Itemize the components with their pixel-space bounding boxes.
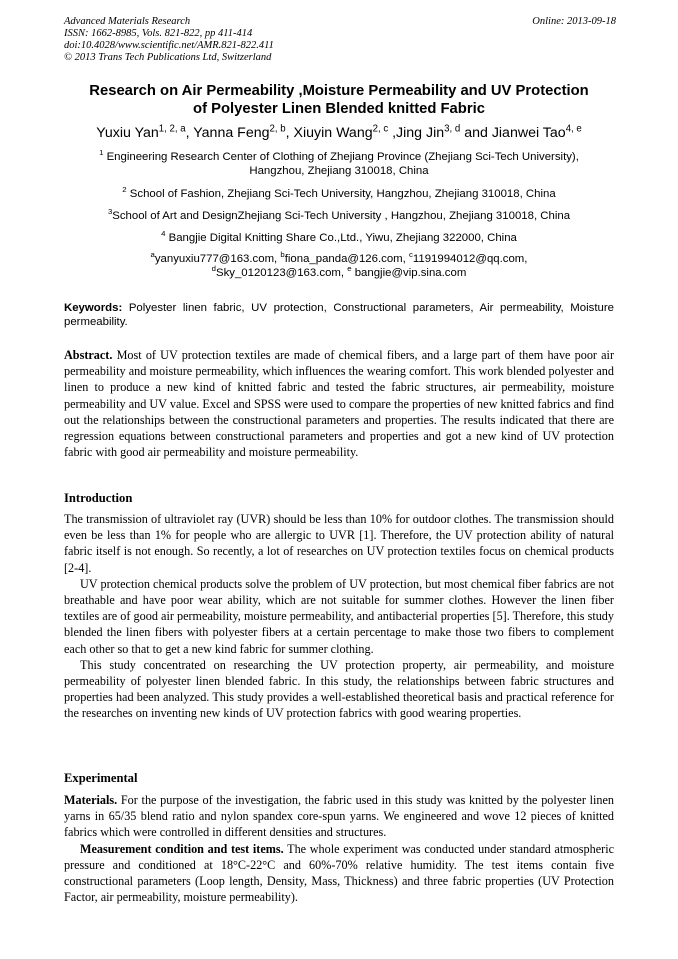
doi-line: doi:10.4028/www.scientific.net/AMR.821-822.411	[64, 40, 274, 51]
introduction-body	[64, 511, 614, 722]
experimental-body	[64, 792, 614, 905]
materials-text: For the purpose of the investigation, the fabric used in this study was knitted by the polyester linen yarns in 65/35 blend ratio and nylon spandex core-spun yarns. We engineered and wove 12 pieces of knitted fabrics which were controlled in different densities and structures.	[64, 793, 614, 840]
author-affiliation-marker: 4, e	[565, 123, 582, 135]
author-name: Jing Jin	[396, 125, 445, 141]
affiliation-1	[40, 150, 638, 178]
online-date: Online: 2013-09-18	[532, 16, 616, 27]
title-line-1: Research on Air Permeability ,Moisture Permeability and UV Protection	[89, 83, 589, 99]
affiliation-marker: 4	[161, 229, 166, 239]
author-name: Xiuyin Wang	[293, 125, 373, 141]
email-marker: d	[211, 264, 216, 274]
email-list	[40, 252, 638, 280]
affiliation-marker: 2	[122, 185, 127, 195]
measurement-label: Measurement condition and test items.	[80, 841, 284, 856]
paper-title	[60, 82, 618, 118]
affiliation-text: School of Art and DesignZhejiang Sci-Tech University , Hangzhou, Zhejiang 310018, China	[112, 210, 571, 222]
affiliation-text: Engineering Research Center of Clothing of Zhejiang Province (Zhejiang Sci-Tech University),	[106, 151, 579, 163]
author-list	[40, 125, 638, 141]
author-separator: and	[460, 125, 492, 141]
section-heading-experimental: Experimental	[64, 771, 138, 785]
affiliation-4	[40, 231, 638, 245]
author-affiliation-marker: 2, c	[372, 123, 389, 135]
author-separator: ,	[388, 125, 397, 141]
abstract-text: Most of UV protection textiles are made of chemical fibers, and a large part of them have poor air permeability and moisture permeability, which influences the wearing comfort. This work blended polyester and linen to produce a new kind of knitted fabric and tested the fabric structures, air permeability, moisture permeability and UV value. Excel and SPSS were used to compare the properties of new knitted fabrics and find out the relationships between the constructional parameters and properties. The results indicated that there are regression equations between constructional parameters and properties and got a new kind of UV protection fabric with good air permeability and moisture permeability.	[64, 348, 614, 460]
email-marker: e	[347, 264, 352, 274]
paragraph: The transmission of ultraviolet ray (UVR) should be less than 10% for outdoor clothes. The transmission should even be less than 1% for people who are allergic to UVR [1]. Therefore, the UV protection ability of natural fabric itself is not enough. So recently, a lot of researches on UV protection textiles focus on chemical products [2-4].	[64, 512, 614, 575]
journal-name: Advanced Materials Research	[64, 16, 191, 27]
paragraph: UV protection chemical products solve the problem of UV protection, but most chemical fiber fabrics are not breathable and have poor wear ability, which are not suitable for summer clothes. However the linen fiber textiles are of good air permeability, moisture permeability, and antibacterial properties [5]. Therefore, this study blended the linen fibers with polyester fibers at a certain percentage to make those two fibers to complement each other so that to get a new kind fabric for summer clothing.	[64, 576, 614, 656]
email-address: yanyuxiu777@163.com,	[154, 253, 281, 265]
materials-label: Materials.	[64, 793, 118, 807]
affiliation-2	[40, 187, 638, 201]
affiliation-text: Hangzhou, Zhejiang 310018, China	[249, 165, 429, 177]
email-marker: c	[409, 250, 413, 260]
affiliation-marker: 1	[99, 148, 104, 158]
email-marker: b	[280, 250, 285, 260]
author-name: Yuxiu Yan	[96, 125, 159, 141]
title-line-2: of Polyester Linen Blended knitted Fabric	[193, 101, 485, 117]
issn-line: ISSN: 1662-8985, Vols. 821-822, pp 411-414	[64, 28, 253, 39]
affiliation-text: School of Fashion, Zhejiang Sci-Tech University, Hangzhou, Zhejiang 310018, China	[129, 188, 556, 200]
affiliation-marker: 3	[107, 207, 113, 217]
email-address: fiona_panda@126.com,	[284, 253, 409, 265]
email-marker: a	[150, 250, 155, 260]
paragraph: This study concentrated on researching the UV protection property, air permeability, and moisture permeability of polyester linen blended fabric. In this study, the relationships between fabric structures and properties had been analyzed. This study provides a well-established theoretical basis and practical reference for the researches on inventing new kinds of UV protection fabrics with good wearing properties.	[64, 657, 614, 721]
copyright-line: © 2013 Trans Tech Publications Ltd, Switzerland	[64, 52, 272, 63]
author-separator: ,	[185, 125, 194, 141]
section-heading-introduction: Introduction	[64, 491, 133, 505]
keywords-label: Keywords:	[64, 302, 123, 314]
author-affiliation-marker: 1, 2, a	[158, 123, 186, 135]
author-name: Jianwei Tao	[491, 125, 566, 141]
author-affiliation-marker: 3, d	[444, 123, 461, 135]
keywords	[64, 301, 614, 329]
author-name: Yanna Feng	[193, 125, 270, 141]
author-affiliation-marker: 2, b	[269, 123, 286, 135]
journal-header	[64, 16, 616, 64]
keywords-text: Polyester linen fabric, UV protection, Constructional parameters, Air permeability, Moisture permeability.	[64, 302, 614, 328]
abstract	[64, 347, 614, 460]
affiliation-3	[40, 209, 638, 223]
email-address: bangjie@vip.sina.com	[351, 267, 467, 279]
measurement-text: The whole experiment was conducted under standard atmospheric pressure and conditioned at 18°C-22°C and 60%-70% relative humidity. The test items contain five constructional parameters (Loop length, Density, Mass, Thickness) and three fabric properties (UV Protection Factor, air permeability, moisture permeability).	[64, 841, 614, 905]
affiliation-text: Bangjie Digital Knitting Share Co.,Ltd., Yiwu, Zhejiang 322000, China	[168, 232, 517, 244]
email-address: 1191994012@qq.com,	[412, 253, 528, 265]
author-separator: ,	[285, 125, 294, 141]
email-address: Sky_0120123@163.com,	[215, 267, 348, 279]
abstract-label: Abstract.	[64, 348, 113, 362]
